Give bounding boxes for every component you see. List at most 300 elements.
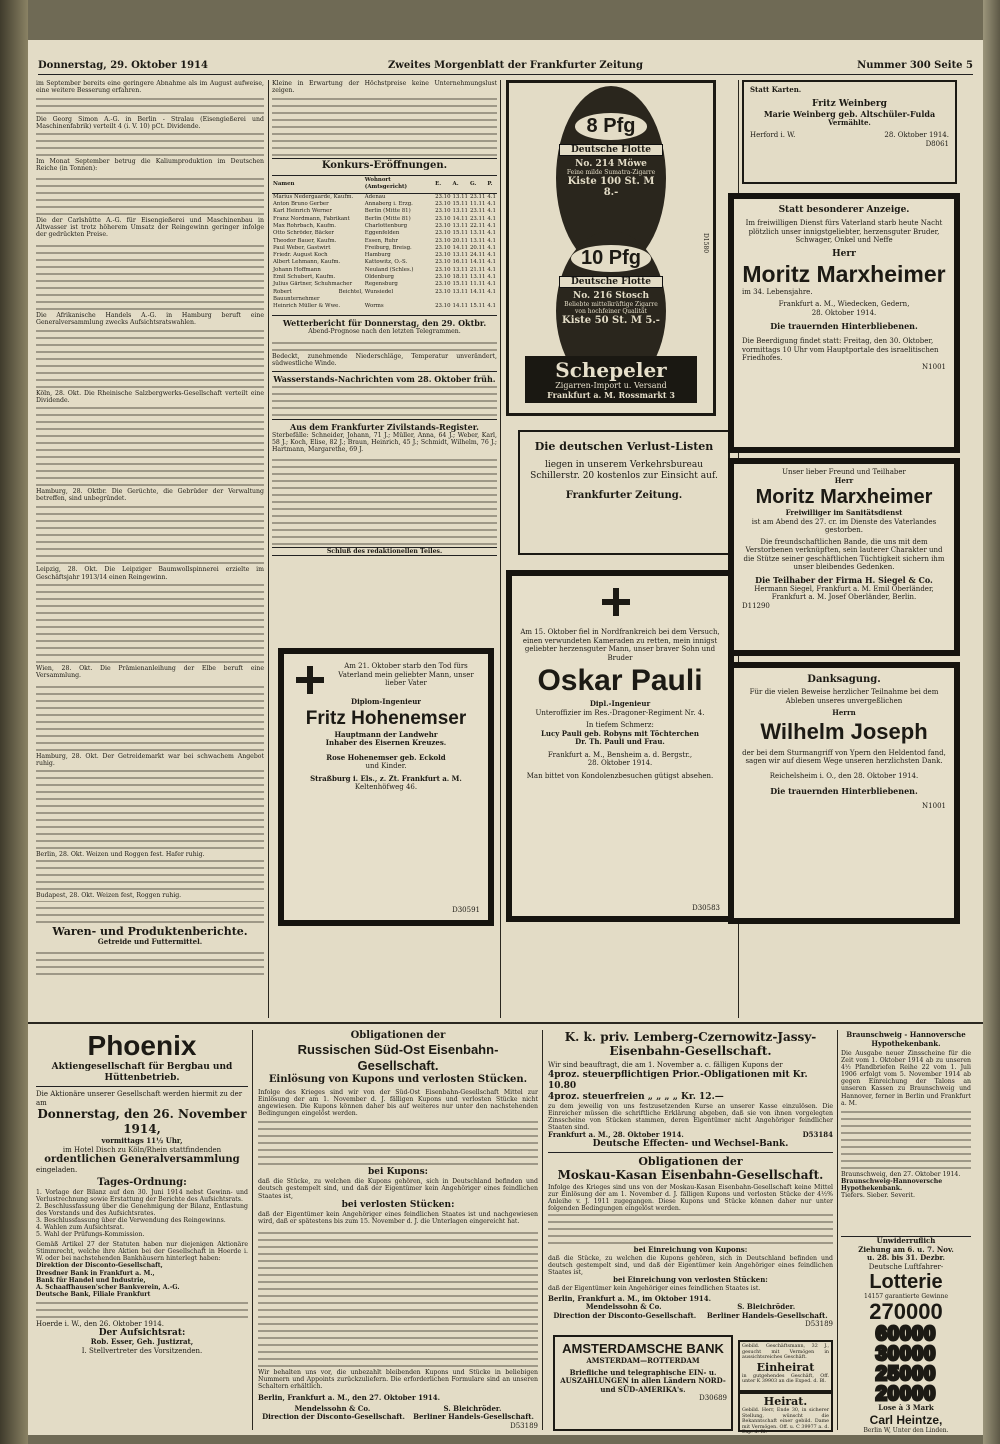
phoenix-intro: Die Aktionäre unserer Gesellschaft werden hiermit zu der am: [36, 1090, 243, 1107]
heirat-title: Heirat.: [763, 1395, 808, 1408]
ad-code: D11290: [742, 601, 770, 610]
editorial-end: Schluß des redaktionellen Teiles.: [272, 547, 497, 556]
lemberg-place: Frankfurt a. M., 28. Oktober 1914.: [548, 1129, 684, 1139]
table-cell: 15.11: [452, 201, 468, 208]
lotterie-agent-place: Berlin W, Unter den Linden.: [863, 1426, 949, 1434]
table-cell: Adenau: [364, 193, 386, 200]
pauli-family: Dr. Th. Pauli und Frau.: [575, 737, 665, 746]
table-cell: Robert Beichtel, Bauunternehmer: [273, 288, 363, 302]
marxheimer2-partners: Hermann Siegel, Frankfurt a. M. Emil Oberländer, Frankfurt a. M. Josef Oberländer, Berlin.: [754, 584, 934, 601]
table-cell: 23.10: [435, 201, 451, 208]
danksagung-title: Herrn: [832, 708, 856, 717]
table-row: [272, 216, 497, 223]
table-cell: 4.1: [487, 193, 496, 200]
marxheimer-intro: Statt besonderer Anzeige.: [778, 205, 910, 215]
moskau-sub: bei Einreichung von Kupons:: [633, 1245, 748, 1255]
table-cell: 15.11: [469, 303, 486, 310]
table-cell: 23.11: [469, 215, 486, 222]
moskau-sub: bei Einreichung von verlosten Stücken:: [613, 1275, 768, 1285]
marxheimer2-title: Herr: [834, 475, 854, 485]
table-cell: Franz Nordmann, Fabrikant: [273, 215, 350, 222]
bank-name: Berliner Handels-Gesellschaft.: [706, 1310, 828, 1320]
table-cell: 4.1: [487, 201, 496, 208]
phoenix-deposit-text: Gemäß Artikel 27 der Statuten haben nur diejenigen Aktionäre Stimmrecht, welche ihre Aktien bei der Gesellschaft in Hoerde i. W. oder bei nachstehenden Bankhäusern hinterlegt haben:: [36, 1241, 248, 1263]
left-item: Im Monat September betrug die Kaliumproduktion im Deutschen Reiche (in Tonnen):: [36, 158, 264, 173]
ad-code: N1001: [922, 362, 946, 371]
table-row: [272, 238, 497, 245]
header-date: Donnerstag, 29. Oktober 1914: [38, 60, 208, 71]
phoenix-agenda-item: 2. Beschlussfassung über die Genehmigung der Bilanz, Entlastung des Vorstands und des Aufsichtsrates.: [36, 1202, 248, 1217]
amsterdam-cities: AMSTERDAM—ROTTERDAM: [586, 1356, 700, 1365]
russian-bond-notice: [258, 1030, 538, 1430]
marxheimer2-name: Moritz Marxheimer: [755, 486, 933, 508]
lotterie-line: 14157 garantierte Gewinne: [863, 1293, 949, 1300]
marxheimer-funeral: Die Beerdigung findet statt: Freitag, den 30. Oktober, vormittags 10 Uhr vom Hauptportale des israelitischen Friedhofes.: [742, 337, 939, 362]
register-text: Sterbefälle: Schneider, Johann, 71 J.; Müller, Anna, 64 J.; Weber, Karl, 58 J.; Koch, Elise, 82 J.; Braun, Heinrich, 45 J.; Schmidt, Wilhelm, 76 J.; Hartmann, Margarethe, 69 J.: [272, 431, 497, 453]
cigar-company-block: [525, 356, 697, 403]
table-cell: 13.11: [452, 193, 468, 200]
hohenemser-text: Am 21. Oktober starb den Tod fürs Vaterland mein geliebter Mann, unser lieber Vater: [338, 662, 474, 687]
product-name: No. 216 Stosch: [572, 291, 649, 301]
russ-text: Infolge des Krieges sind wir von der Süd-Ost Eisenbahn-Gesellschaft Mittel zur Einlösung der am 1. November d. J. fälligen Kupons und verlosten Stücke nicht angewiesen. Die Kupons können daher bis auf weiteres nur unter den nachstehenden Bedingungen eingelöst werden.: [258, 1089, 538, 1118]
text-lines: [258, 1119, 538, 1165]
phoenix-bank: Bank für Handel und Industrie,: [36, 1276, 146, 1284]
lemberg-footer: [548, 1131, 833, 1140]
hohenemser-kids: und Kinder.: [365, 762, 407, 770]
table-row: [272, 193, 497, 201]
bank-name: Mendelssohn & Co.: [585, 1302, 662, 1312]
register-heading: Aus dem Frankfurter Zivilstands-Register.: [272, 419, 497, 432]
text-lines: [36, 96, 264, 114]
table-cell: Johann Hoffmann: [273, 266, 321, 273]
phoenix-subtitle: Aktiengesellschaft für Bergbau und Hüttenbetrieb.: [36, 1062, 248, 1087]
bank-name: Mendelssohn & Co.: [294, 1403, 371, 1413]
section-heading: Waren- und Produktenberichte.: [52, 925, 248, 939]
pauli-text: Am 15. Oktober fiel in Nordfrankreich bei dem Versuch, einen verwundeten Kameraden zu retten, mein innigst geliebter herzensguter Mann, unser braver Sohn und Bruder: [520, 628, 720, 662]
hohenemser-widow: Rose Hohenemser geb. Eckold: [326, 752, 446, 762]
pauli-name: Oskar Pauli: [537, 664, 703, 697]
left-item: Hamburg, 28. Oktbr. Die Gerüchte, die Gebrüder der Verwaltung betreffen, sind unbegründet.: [36, 488, 264, 503]
table-cell: Neuland (Schles.): [364, 266, 414, 273]
lemberg-text: zu dem jeweilig von uns festzusetzenden Kurse an unserer Kasse einzulösen. Die Einreicher müssen die schriftliche Erklärung abgeben, daß sie von ihnen vorgelegten Zinsscheine von Stücken stammen, deren Eigentümer nicht Angehöriger feindlicher Staaten sind.: [548, 1102, 833, 1131]
newspaper-page: [28, 40, 983, 1435]
russ-place: Berlin, Frankfurt a. M., den 27. Oktober 1914.: [258, 1393, 441, 1403]
table-cell: Hamburg: [364, 252, 391, 259]
text-lines: [548, 1214, 833, 1244]
column-header: Wohnort (Amtsgericht): [364, 177, 408, 191]
lotterie-line: Ziehung am 6. u. 7. Nov.: [858, 1244, 954, 1254]
russ-heading-main: Russischen Süd-Ost Eisenbahn-Gesellschaft.: [297, 1042, 499, 1073]
table-cell: Max Rohrbach, Kaufm.: [273, 222, 336, 229]
ad-code: D1580: [702, 233, 709, 254]
moskau-heading-2: Moskau-Kasan Eisenbahn-Gesellschaft.: [557, 1168, 824, 1182]
konkurs-table: [272, 175, 497, 310]
product-pack: Kiste 50 St. M 5.-: [562, 315, 660, 326]
table-cell: 4.1: [487, 303, 496, 310]
cigar-block-2: [559, 245, 663, 326]
table-cell: 11.11: [469, 201, 486, 208]
russ-banks-row2: [258, 1413, 538, 1422]
table-cell: 4.1: [487, 215, 496, 222]
lotterie-amount: 30000: [875, 1343, 937, 1365]
phoenix-agenda-item: 4. Wahlen zum Aufsichtsrat.: [36, 1223, 125, 1231]
table-cell: 4.1: [487, 244, 496, 251]
column-header: A.: [452, 180, 459, 187]
ad-code: D30689: [699, 1394, 727, 1402]
left-item: Die der Carlshütte A.-G. für Eisengießerei und Maschinenbau in Altwasser ist trotz höherem Umsatz der Reingewinn geringer infolge der gedrückten Preise.: [36, 216, 264, 238]
table-cell: Oldenburg: [364, 274, 394, 281]
table-cell: 23.10: [435, 230, 451, 237]
braunschweig-text: Die Ausgabe neuer Zinsscheine für die Zeit vom 1. Oktober 1914 ab zu unseren 4½ Pfandbriefen Reihe 22 vom 1. Juli 1906 erfolgt vom 5. November 1914 ab gegen Einreichung der Talons an unseren Kassen zu Braunschweig und Hannover, ferner in Berlin und Frankfurt a. M.: [841, 1050, 971, 1107]
table-cell: 14.11: [452, 244, 468, 251]
einheirat-ad: [738, 1340, 833, 1392]
table-cell: 13.11: [469, 230, 486, 237]
russ-text: daß der Eigentümer kein Angehöriger eines feindlichen Staates ist und nachgewiesen wird, daß er spätestens bis zum 15. November d. J. die Unterlagen eingereicht hat.: [258, 1210, 538, 1225]
marxheimer-title: Herr: [832, 248, 856, 259]
weinberg-footer: [750, 131, 949, 140]
table-cell: 15.11: [452, 230, 468, 237]
table-cell: 13.11: [469, 237, 486, 244]
brand-tag: Deutsche Flotte: [559, 144, 663, 156]
phoenix-bank: A. Schaaffhausen'scher Bankverein, A.-G.: [36, 1283, 180, 1291]
hohenemser-top: [284, 654, 488, 698]
hohenemser-name: Fritz Hohenemser: [305, 707, 467, 729]
table-cell: Wunsiedel: [364, 288, 394, 295]
table-row: [272, 208, 497, 215]
pauli-unit: Unteroffizier im Res.-Dragoner-Regiment Nr. 4.: [535, 708, 705, 717]
text-lines: [36, 240, 264, 310]
marxheimer2-intro: Unser lieber Freund und Teilhaber: [782, 468, 906, 476]
text-lines: [36, 132, 264, 156]
table-cell: 4.1: [487, 281, 496, 288]
table-cell: 4.1: [487, 288, 496, 295]
table-cell: Paul Weber, Gastwirt: [273, 244, 331, 251]
verlust-text: liegen in unserem Verkehrsbureau Schillerstr. 20 kostenlos zur Einsicht auf.: [530, 460, 718, 481]
table-cell: 23.10: [435, 215, 451, 222]
russ-sub: bei verlosten Stücken:: [341, 1199, 455, 1210]
amsterdam-bank-ad: [553, 1335, 733, 1431]
cigar-block-1: [559, 113, 663, 198]
table-cell: 15.11: [452, 281, 468, 288]
text-lines: [272, 455, 497, 545]
table-cell: 23.10: [435, 259, 451, 266]
weinberg-status: Vermählte.: [828, 117, 871, 127]
table-cell: 23.10: [435, 193, 451, 200]
table-cell: Otto Schröder, Bäcker: [273, 230, 334, 237]
phoenix-bank: Direktion der Disconto-Gesellschaft,: [36, 1262, 163, 1270]
company-sub: Zigarren-Import u. Versand: [555, 381, 667, 390]
left-item: Die Afrikanische Handels A.-G. in Hamburg beruft eine Generalversammlung zwecks Aufsichtsratswahlen.: [36, 311, 264, 326]
danksagung-heading: Danksagung.: [807, 674, 881, 685]
pauli-note: Man bittet von Kondolenzbesuchen gütigst absehen.: [526, 771, 714, 780]
weinberg-partner: Marie Weinberg geb. Altschüler-Fulda: [763, 108, 936, 119]
ad-code: D8061: [925, 139, 949, 148]
column-rule: [268, 80, 269, 1018]
table-cell: 23.10: [435, 237, 451, 244]
phoenix-notice: [36, 1030, 248, 1430]
table-row: [272, 303, 497, 310]
phoenix-board: Der Aufsichtsrat:: [98, 1328, 186, 1339]
lotterie-amount: 25000: [875, 1363, 937, 1385]
hohenemser-title: Diplom-Ingenieur: [351, 697, 421, 706]
table-cell: 14.11: [469, 259, 486, 266]
braunschweig-date: Braunschweig, den 27. Oktober 1914.: [841, 1170, 961, 1178]
left-item: Die Georg Simon A.-G. in Berlin - Stralau (Eisengießerei und Maschinenfabrik) verteilt 4 (i. V. 10) pCt. Dividende.: [36, 116, 264, 131]
table-cell: 24.11: [469, 252, 486, 259]
table-row: [272, 252, 497, 259]
danksagung-place: Reichelsheim i. O., den 28. Oktober 1914.: [769, 771, 919, 780]
table-cell: Worms: [364, 303, 384, 310]
danksagung-body: der bei dem Sturmangriff von Ypern den Heldentod fand, sagen wir auf diesem Wege unseren herzlichsten Dank.: [742, 748, 946, 765]
table-cell: Eggenfelden: [364, 230, 400, 237]
braunschweig-heading: Braunschweig - Hannoversche Hypothekenbank.: [846, 1030, 966, 1048]
table-cell: 4.1: [487, 274, 496, 281]
marxheimer-text: Im freiwilligen Dienst fürs Vaterland starb heute Nacht plötzlich unser innigstgeliebter, herzensguter Bruder, Schwager, Onkel und Neffe: [745, 219, 943, 244]
table-header-row: [272, 176, 497, 194]
table-cell: 4.1: [487, 237, 496, 244]
text-lines: [36, 769, 264, 849]
text-lines: [841, 1109, 971, 1169]
braunschweig-signed: Braunschweig-Hannoversche Hypothekenbank.: [841, 1177, 943, 1192]
price-badge: 10 Pfg: [571, 245, 651, 272]
table-cell: Berlin (Mitte 81): [364, 215, 411, 222]
marxheimer-place: Frankfurt a. M., Wiedecken, Gedern,: [778, 300, 910, 308]
table-cell: Julius Gärtner, Schuhmacher: [273, 281, 353, 288]
column-header: E.: [435, 180, 442, 187]
left-column: [36, 80, 264, 1018]
text-lines: [36, 947, 264, 975]
column-rule: [252, 1030, 253, 1430]
lotterie-line: Unwiderruflich: [876, 1236, 936, 1245]
obituary-marxheimer-firm: [728, 458, 960, 656]
marxheimer-date: 28. Oktober 1914.: [811, 308, 877, 317]
table-cell: 23.10: [435, 252, 451, 259]
table-cell: 11.11: [469, 281, 486, 288]
table-cell: Regensburg: [364, 281, 398, 288]
table-row: [272, 267, 497, 274]
einheirat-text: in gutgehendes Geschäft, Off. unter K 39903 an die Exped. d. Bl.: [742, 1373, 829, 1385]
moskau-text: daß die Stücke, zu welchen die Kupons gehören, sich in Deutschland befinden und deutsch gestempelt sind, und daß der Eigentümer kein Angehöriger eines feindlichen Staates ist,: [548, 1254, 833, 1277]
table-row: [272, 259, 497, 266]
table-cell: 23.10: [435, 288, 451, 295]
einheirat-title: Einheirat: [756, 1360, 815, 1374]
phoenix-bank: Dresdner Bank in Frankfurt a. M.,: [36, 1269, 155, 1277]
hohenemser-place: Straßburg i. Els., z. Zt. Frankfurt a. M.: [310, 773, 462, 783]
heirat-text: Gebild. Herr, Ende 30, in sicherer Stellung, wünscht die Bekanntschaft einer gebild. Dame mit Vermögen. Off. u. C 39977 a. d. Exp. d. Bl.: [742, 1408, 829, 1436]
left-item: Leipzig, 28. Okt. Die Leipziger Baumwollspinnerei erzielte im Geschäftsjahr 1913/14 einen Reingewinn.: [36, 566, 264, 581]
pauli-title: Dipl.-Ingenieur: [589, 699, 651, 708]
column-header: P.: [487, 180, 493, 187]
table-cell: Freiburg, Breisg.: [364, 244, 412, 251]
marxheimer-name: Moritz Marxheimer: [742, 260, 946, 287]
verlust-listen-notice: [518, 430, 730, 555]
product-desc: Beliebte mittelkräftige Zigarre von hochfeiner Qualität: [564, 301, 658, 315]
table-cell: 16.11: [452, 259, 468, 266]
phoenix-agenda-item: 1. Vorlage der Bilanz auf den 30. Juni 1914 nebst Gewinn- und Verlustrechnung sowie Erstattung der Berichte des Aufsichtsrats.: [36, 1188, 248, 1203]
text-lines: [36, 583, 264, 663]
ad-code: N1001: [922, 802, 946, 810]
bank-name: Direction der Disconto-Gesellschaft.: [262, 1412, 405, 1422]
marxheimer2-rank: Freiwilliger im Sanitätsdienst: [785, 508, 903, 517]
left-item: Berlin, 28. Okt. Weizen und Roggen fest. Hafer ruhig.: [36, 850, 205, 858]
amsterdam-name: AMSTERDAMSCHE BANK: [562, 1341, 724, 1356]
russ-heading: Obligationen der: [350, 1030, 446, 1041]
amsterdam-text: Briefliche und telegraphische EIN- u. AUSZAHLUNGEN in allen Ländern NORD- und SÜD-AMERIKA's.: [560, 1367, 726, 1394]
table-cell: 4.1: [487, 252, 496, 259]
ad-code: D30591: [452, 905, 480, 914]
table-cell: Theodor Bauer, Kaufm.: [273, 237, 337, 244]
table-cell: 13.11: [452, 266, 468, 273]
bank-name: S. Bleichröder.: [443, 1403, 502, 1413]
header-page-number: Nummer 300 Seite 5: [857, 60, 973, 71]
table-cell: Kattowitz, O.-S.: [364, 259, 408, 266]
pauli-mourn: In tiefem Schmerz:: [586, 721, 654, 729]
phoenix-agenda-item: 3. Beschlussfassung über die Verwendung des Reingewinns.: [36, 1216, 226, 1224]
russ-text: Wir behalten uns vor, die unbezahlt bleibenden Kupons und Stücke in beliebigen Nummern und Appoints zurückzuliefern. Die erforderlichen Formulare sind an unseren Schaltern erhältlich.: [258, 1368, 538, 1391]
text-lines: [272, 337, 497, 351]
table-cell: 13.11: [452, 208, 468, 215]
wedding-weinberg: [742, 80, 957, 184]
page-edge: [983, 0, 1000, 1444]
table-cell: 18.11: [452, 274, 468, 281]
company-city: Frankfurt a. M. Rossmarkt 3: [547, 390, 675, 400]
verlust-signed: Frankfurter Zeitung.: [565, 490, 683, 501]
column-header: Namen: [273, 180, 295, 187]
heirat-ad: [738, 1392, 833, 1436]
left-intro: im September bereits eine geringere Abnahme als im August aufweise, eine weitere Besserung erfahren.: [36, 80, 264, 95]
weather-text: Bedeckt, zunehmende Niederschläge, Temperatur unverändert, südwestliche Winde.: [272, 352, 497, 367]
danksagung-joseph: [728, 662, 960, 924]
table-cell: 4.1: [487, 230, 496, 237]
table-cell: 23.10: [435, 222, 451, 229]
left-item: Budapest, 28. Okt. Weizen fest, Roggen ruhig.: [36, 892, 182, 900]
left-item: Hamburg, 28. Okt. Der Getreidemarkt war bei schwachem Angebot ruhig.: [36, 752, 264, 767]
table-row: [272, 245, 497, 252]
table-cell: 23.11: [469, 193, 486, 200]
phoenix-name: Phoenix: [87, 1030, 197, 1061]
table-cell: 23.11: [469, 208, 486, 215]
column-header: G.: [469, 180, 477, 187]
bank-name: Berliner Handels-Gesellschaft.: [413, 1412, 534, 1422]
text-lines: [36, 860, 264, 890]
lemberg-line: 4proz. steuerpflichtigen Prior.-Obligationen mit Kr. 10.80: [548, 1069, 808, 1091]
ad-code: D53189: [510, 1421, 538, 1430]
table-row: [272, 289, 497, 304]
phoenix-agenda-item: 5. Wahl der Prüfungs-Kommission.: [36, 1231, 145, 1239]
hohenemser-rank: Hauptmann der Landwehr: [334, 729, 438, 739]
text-lines: [272, 96, 497, 156]
header-title: Zweites Morgenblatt der Frankfurter Zeitung: [388, 60, 643, 71]
table-cell: 13.11: [452, 288, 468, 295]
phoenix-time: vormittags 11½ Uhr,: [101, 1136, 183, 1145]
text-lines: [36, 328, 264, 388]
hohenemser-street: Keltenhöfweg 46.: [354, 783, 418, 791]
weather-subheading: Abend-Prognose nach den letzten Telegrammen.: [308, 327, 461, 335]
table-cell: 14.11: [469, 288, 486, 295]
iron-cross-icon: [602, 588, 638, 624]
marxheimer-signed: Die trauernden Hinterbliebenen.: [770, 321, 918, 331]
table-cell: Karl Heinrich Werner: [273, 208, 332, 215]
lotterie-line: Lose à 3 Mark: [878, 1403, 934, 1412]
konkurs-notice: Kleine in Erwartung der Höchstpreise keine Unternehmungslust zeigen.: [272, 80, 497, 95]
text-lines: [36, 504, 264, 564]
bank-name: S. Bleichröder.: [737, 1302, 796, 1312]
text-lines: [36, 1300, 248, 1318]
konkurs-heading: Konkurs-Eröffnungen.: [272, 158, 497, 172]
table-cell: 4.1: [487, 259, 496, 266]
text-lines: [36, 175, 264, 215]
table-cell: 21.11: [469, 266, 486, 273]
lotterie-ad: [841, 1236, 971, 1433]
lemberg-heading-2: Eisenbahn-Gesellschaft.: [609, 1044, 772, 1058]
pauli-place: Frankfurt a. M., Bensheim a. d. Bergstr.,: [547, 750, 693, 759]
pauli-family: Lucy Pauli geb. Robyns mit Töchterchen: [541, 728, 699, 738]
column-rule: [542, 1030, 543, 1430]
lotterie-line: u. 28. bis 31. Dezbr.: [866, 1253, 945, 1262]
lotterie-amount: 270000: [869, 1299, 943, 1324]
lemberg-line: 4proz. steuerfreien „ „ „ „ Kr. 12.—: [548, 1091, 724, 1102]
danksagung-name: Wilhelm Joseph: [760, 718, 928, 744]
lemberg-intro: Wir sind beauftragt, die am 1. November a. c. fälligen Kupons der: [548, 1061, 783, 1069]
weinberg-place: Herford i. W.: [750, 131, 796, 139]
marxheimer2-body: Die freundschaftlichen Bande, die uns mit dem Verstorbenen verknüpften, sein lauterer Charakter und die Stütze seiner geschäftlichen Tüchtigkeit sichern ihm unser bleibendes Gedenken.: [743, 537, 945, 571]
obituary-pauli: [506, 570, 734, 922]
water-heading: Wasserstands-Nachrichten vom 28. Oktober früh.: [272, 371, 497, 384]
phoenix-bank: Deutsche Bank, Filiale Frankfurt: [36, 1290, 151, 1298]
table-cell: 23.10: [435, 303, 451, 310]
table-cell: 4.1: [487, 208, 496, 215]
section-divider: [28, 1022, 983, 1024]
moskau-place: Berlin, Frankfurt a. M., im Oktober 1914.: [548, 1293, 712, 1303]
sub-heading: Getreide und Futtermittel.: [97, 937, 203, 947]
russ-heading-sub: Einlösung von Kupons und verlosten Stücken.: [268, 1074, 528, 1085]
table-cell: Annaberg i. Erzg.: [364, 201, 413, 208]
table-cell: 13.11: [452, 252, 468, 259]
braunschweig-names: Tiefers. Sieber. Severit.: [841, 1192, 915, 1200]
lemberg-notice: [548, 1030, 833, 1148]
text-lines: [36, 901, 264, 923]
text-lines: [258, 1227, 538, 1367]
marxheimer-age: im 34. Lebensjahre.: [742, 287, 813, 296]
phoenix-invited: eingeladen.: [36, 1166, 78, 1174]
weinberg-label: Statt Karten.: [750, 85, 802, 94]
marxheimer2-text: ist am Abend des 27. cr. im Dienste des Vaterlandes gestorben.: [751, 517, 937, 534]
danksagung-text: Für die vielen Beweise herzlicher Teilnahme bei dem Ableben unseres unvergeßlichen: [749, 688, 939, 705]
moskau-banks-row2: [548, 1312, 833, 1321]
table-cell: Anton Bruno Gerber: [273, 201, 329, 208]
table-cell: Marius Nedergaarde, Kaufm.: [273, 193, 354, 200]
phoenix-footer-place: Hoerde i. W., den 26. Oktober 1914.: [36, 1319, 164, 1328]
text-lines: [36, 681, 264, 751]
moskau-text: Infolge des Krieges sind uns von der Moskau-Kasan Eisenbahn-Gesellschaft keine Mittel zur Einlösung der am 1. November d. J. fälligen Kupons und verlosten Stücke der 4½% Anleihe v. J. 1911 zugegangen. Diese Kupons und Stücke können daher nur unter folgenden Bedingungen eingelöst werden.: [548, 1184, 833, 1213]
table-cell: Berlin (Mitte 81): [364, 208, 411, 215]
phoenix-agenda-heading: Tages-Ordnung:: [97, 1176, 187, 1188]
table-row: [272, 223, 497, 230]
table-cell: 20.11: [452, 237, 468, 244]
table-cell: 20.11: [469, 244, 486, 251]
hohenemser-honor: Inhaber des Eisernen Kreuzes.: [325, 738, 447, 747]
table-cell: 13.11: [452, 222, 468, 229]
left-item: Wien, 28. Okt. Die Prämienanleihung der Elbe beruft eine Versammlung.: [36, 664, 264, 679]
table-row: [272, 281, 497, 288]
hohenemser-cross-wrap: [290, 662, 330, 698]
lemberg-signed: Deutsche Effecten- und Wechsel-Bank.: [592, 1139, 789, 1150]
table-cell: 13.11: [469, 274, 486, 281]
moskau-heading: Obligationen der: [638, 1155, 743, 1168]
phoenix-place: im Hotel Disch zu Köln/Rhein stattfindenden: [62, 1145, 222, 1154]
company-name: Schepeler: [555, 358, 667, 382]
left-item: Köln, 28. Okt. Die Rheinische Salzbergwerks-Gesellschaft verteilt eine Dividende.: [36, 390, 264, 405]
